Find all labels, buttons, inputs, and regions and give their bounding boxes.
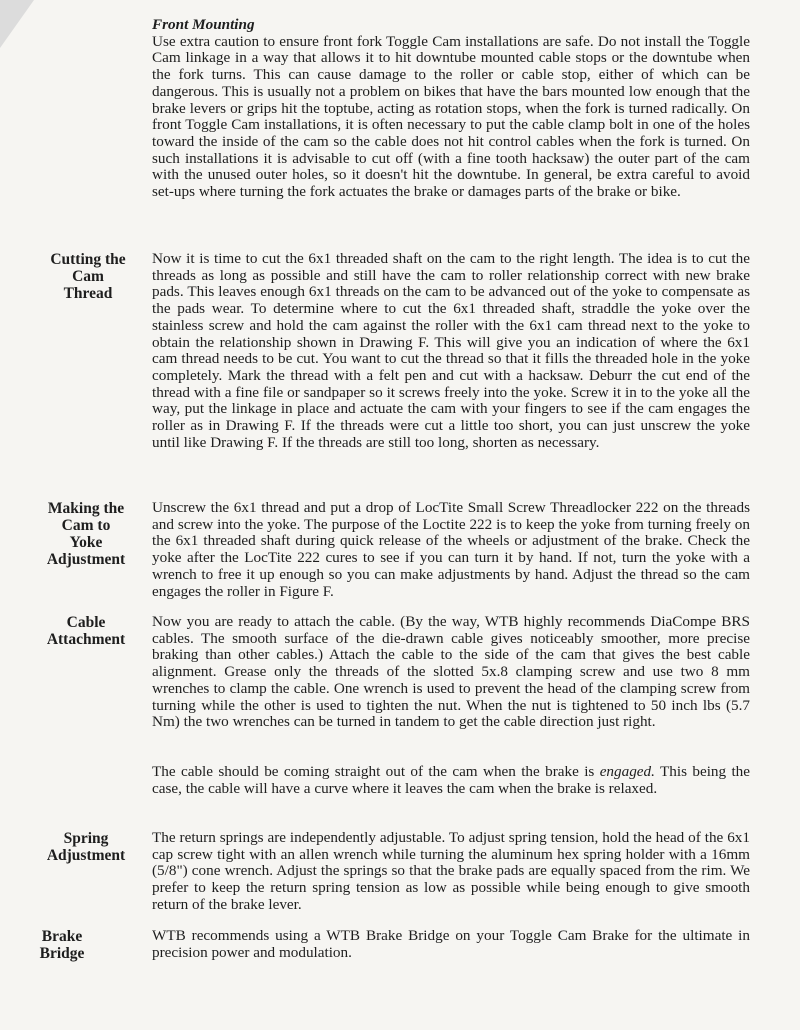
page-corner-fold [0,0,34,48]
cutting-label-line: Cam [72,268,104,285]
front-mounting-body [152,17,750,201]
spring-body: The return springs are independently adjustable. To adjust spring tension, hold the head of the 6x1 cap screw tight with an allen wrench while turning the aluminum hex spring holder with a 16mm (5/8") cone wrench. Adjust the springs so that the brake pads are equally spaced from the rim. We prefer to keep the return spring tension as low as possible while being enough to give smooth return of the brake lever. [152,829,750,913]
cutting-body: Now it is time to cut the 6x1 threaded shaft on the cam to the right length. The idea is to cut the threads as long as possible and still have the cam to roller relationship correct with new brake pads. This leaves enough 6x1 threads on the cam to be advanced out of the yoke to compensate as the pads wear. To determine where to cut the 6x1 threaded shaft, straddle the yoke over the stainless screw and hold the cam against the roller with the 6x1 cam thread next to the yoke to obtain the relationship shown in Drawing F. This will give you an indication of where the 6x1 cam thread needs to be cut. You want to cut the thread so that it fills the threaded hole in the yoke completely. Mark the thread with a felt pen and cut with a hacksaw. Deburr the cut end of the thread with a fine file or sandpaper so it screws freely into the yoke. Screw it in to the yoke all the way, put the linkage in place and actuate the cam with your fingers to see if the cam engages the roller as in Drawing F. If the threads were cut a little too short, you can just unscrew the yoke until like Drawing F. If the threads are still too long, shorten as necessary. [152,250,750,451]
front-mounting-heading: Front Mounting [152,16,255,33]
cable-para2-emphasis: engaged. [599,763,655,780]
bridge-label-line: Bridge [39,945,85,962]
cable-label [36,614,136,648]
spring-label [36,830,136,864]
bridge-body: WTB recommends using a WTB Brake Bridge on your Toggle Cam Brake for the ultimate in precision power and modulation. [152,927,750,961]
cutting-label-line: Cutting the [50,251,126,268]
making-label-line: Adjustment [46,551,126,568]
bridge-label [30,928,94,962]
cable-para2-end: This being the case, the cable will have a curve where it leaves the cam when the brake is relaxed. [152,763,751,797]
making-body: Unscrew the 6x1 thread and put a drop of LocTite Small Screw Threadlocker 222 on the threads and screw into the yoke. The purpose of the Loctite 222 is to keep the yoke from turning freely on the 6x1 threaded shaft during quick release of the wheels or adjustment of the brake. Check the yoke after the LocTite 222 cures to see if you can turn it by hand. If not, turn the yoke with a wrench to free it up enough so you can make adjustments by hand. Adjust the thread so the cam engages the roller in Figure F. [152,499,750,600]
making-label-line: Yoke [69,534,103,551]
cable-body: Now you are ready to attach the cable. (By the way, WTB highly recommends DiaCompe BRS cables. The smooth surface of the die-drawn cable gives noticeably smoother, more precise braking than other cables.) Attach the cable to the side of the cam that gives the best cable alignment. Grease only the threads of the slotted 5x.8 clamping screw and use two 8 mm wrenches to clamp the cable. One wrench is used to prevent the head of the clamping screw from turning while the other is used to tighten the nut. When the nut is tightened to 50 inch lbs (5.7 Nm) the two wrenches can be turned in tandem to get the cable direction just right. [152,613,750,731]
cutting-label-line: Thread [63,285,113,302]
making-label-line: Making the [47,500,125,517]
cable-label-line: Attachment [46,631,126,648]
bridge-label-line: Brake [41,928,83,945]
front-mounting-text: Use extra caution to ensure front fork Toggle Cam installations are safe. Do not install the Toggle Cam linkage in a way that allows it to hit downtube mounted cable stops or the downtube when the fork turns. This can cause damage to the roller or cable stop, either of which can be dangerous. This is usually not a problem on bikes that have the bars mounted low enough that the brake levers or grips hit the toptube, acting as rotation stops, when the fork is turned radically. On front Toggle Cam installations, it is often necessary to put the cable clamp bolt in one of the holes toward the inside of the cam so the cable does not hit control cables when the fork is turned. On such installations it is advisable to cut off (with a fine tooth hacksaw) the outer part of the cam with the unused outer holes, so it doesn't hit the downtube. In general, be extra careful to avoid set-ups where turning the fork actuates the brake or damages parts of the brake or bike. [152,32,750,201]
making-label [36,500,136,568]
cable-para2-start: The cable should be coming straight out of the cam when the brake is [152,763,595,780]
cable-body-2 [152,764,750,797]
spring-label-line: Adjustment [46,847,126,864]
cable-label-line: Cable [66,614,106,631]
spring-label-line: Spring [63,830,109,847]
making-label-line: Cam to [61,517,111,534]
cutting-label [40,251,136,302]
